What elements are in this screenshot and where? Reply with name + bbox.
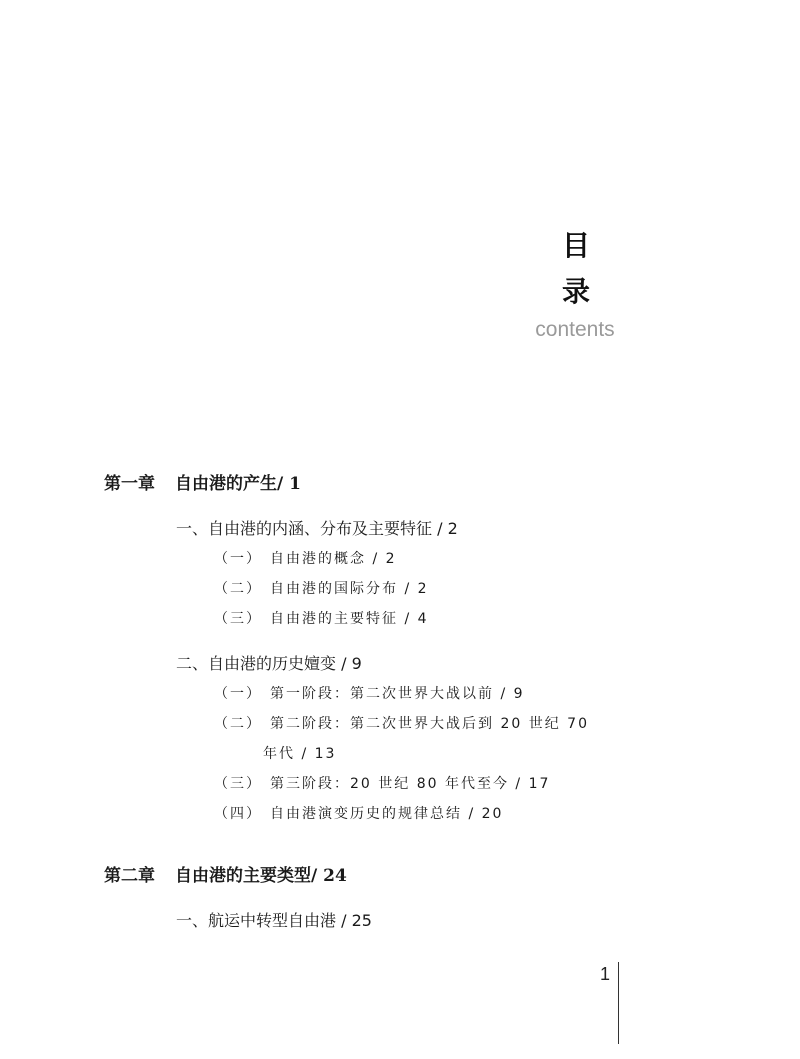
subsection-entry[interactable] — [214, 684, 525, 704]
subsection-entry[interactable] — [214, 774, 550, 794]
section-heading[interactable]: 一、航运中转型自由港 / 25 — [176, 911, 372, 930]
subsection-entry[interactable] — [214, 714, 589, 734]
section-heading[interactable]: 一、自由港的内涵、分布及主要特征 / 2 — [176, 519, 458, 538]
chapter-heading[interactable] — [104, 865, 347, 887]
subsection-text: 自由港演变历史的规律总结 / 20 — [270, 806, 504, 822]
subsection-text: 自由港的主要特征 / 4 — [270, 611, 429, 627]
subsection-label: （一） — [214, 551, 262, 567]
subsection-label: （二） — [214, 581, 262, 597]
subsection-entry[interactable] — [214, 804, 503, 824]
subsection-label: （四） — [214, 806, 262, 822]
chapter-heading[interactable] — [104, 473, 301, 495]
subsection-entry[interactable] — [214, 609, 429, 629]
subsection-label: （一） — [214, 686, 262, 702]
subsection-continuation[interactable]: 年代 / 13 — [263, 746, 337, 762]
page-rule-divider — [618, 962, 619, 1044]
chapter-label: 第二章 — [104, 866, 155, 886]
subsection-text: 第三阶段：20 世纪 80 年代至今 / 17 — [270, 776, 551, 792]
subsection-text: 自由港的国际分布 / 2 — [270, 581, 429, 597]
page-subtitle: contents — [535, 318, 615, 341]
subsection-label: （二） — [214, 716, 262, 732]
chapter-title: 自由港的产生/ 1 — [175, 474, 301, 494]
page-number: 1 — [599, 964, 610, 984]
page-title-char-1: 目 — [561, 229, 590, 262]
subsection-text: 自由港的概念 / 2 — [270, 551, 397, 567]
chapter-label: 第一章 — [104, 474, 155, 494]
section-heading[interactable]: 二、自由港的历史嬗变 / 9 — [176, 654, 362, 673]
subsection-text: 第一阶段：第二次世界大战以前 / 9 — [270, 686, 525, 702]
subsection-label: （三） — [214, 776, 262, 792]
page-title-char-2: 录 — [561, 275, 590, 308]
subsection-text: 第二阶段：第二次世界大战后到 20 世纪 70 — [270, 716, 589, 732]
chapter-title: 自由港的主要类型/ 24 — [175, 866, 347, 886]
subsection-entry[interactable] — [214, 549, 397, 569]
subsection-entry[interactable] — [214, 579, 429, 599]
subsection-label: （三） — [214, 611, 262, 627]
